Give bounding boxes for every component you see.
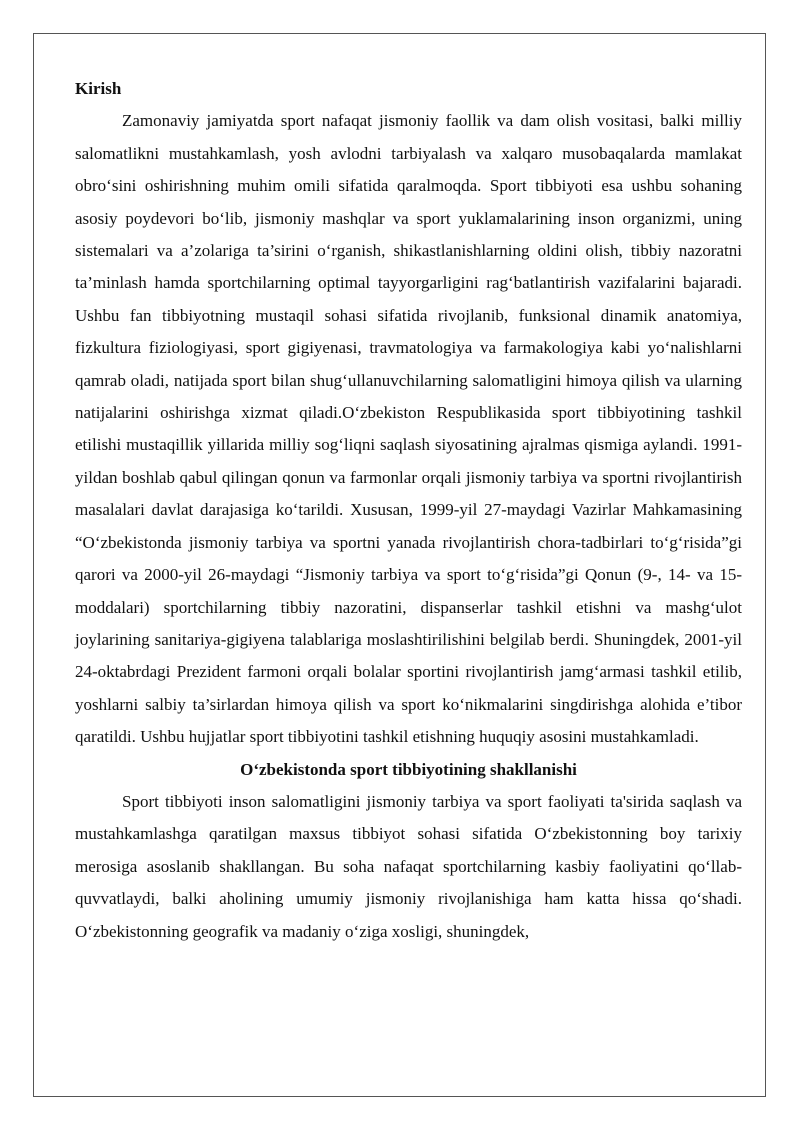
- section-paragraph: Sport tibbiyoti inson salomatligini jismoniy tarbiya va sport faoliyati ta'sirida saqlash va mustahkamlashga qaratilgan maxsus tibbiyot sohasi sifatida O‘zbekistonning boy tarixiy merosiga asoslanib shakllangan. Bu soha nafaqat sportchilarning kasbiy faoliyatini qo‘llab-quvvatlaydi, balki aholining umumiy jismoniy rivojlanishiga ham katta hissa qo‘shadi. O‘zbekistonning geografik va madaniy o‘ziga xosligi, shuningdek,: [75, 791, 742, 941]
- section-heading: O‘zbekistonda sport tibbiyotining shakllanishi: [240, 759, 577, 779]
- document-body: [75, 73, 742, 948]
- intro-heading: Kirish: [75, 79, 122, 98]
- intro-paragraph: Zamonaviy jamiyatda sport nafaqat jismoniy faollik va dam olish vositasi, balki milliy salomatlikni mustahkamlash, yosh avlodni tarbiyalash va xalqaro musobaqalarda mamlakat obro‘sini oshirishning muhim omili sifatida qaralmoqda. Sport tibbiyoti esa ushbu sohaning asosiy poydevori bo‘lib, jismoniy mashqlar va sport yuklamalarining inson organizmi, uning sistemalari va a’zolariga ta’sirini o‘rganish, shikastlanishlarning oldini olish, tibbiy nazoratni ta’minlash hamda sportchilarning optimal tayyorgarligini rag‘batlantirish vazifalarini bajaradi. Ushbu fan tibbiyotning mustaqil sohasi sifatida rivojlanib, funksional dinamik anatomiya, fizkultura fiziologiyasi, sport gigiyenasi, travmatologiya va farmakologiya kabi yo‘nalishlarni qamrab oladi, natijada sport bilan shug‘ullanuvchilarning salomatligini himoya qilish va ularning natijalarini oshirishga xizmat qiladi.O‘zbekiston Respublikasida sport tibbiyotining tashkil etilishi mustaqillik yillarida milliy sog‘liqni saqlash siyosatining ajralmas qismiga aylandi. 1991-yildan boshlab qabul qilingan qonun va farmonlar orqali jismoniy tarbiya va sportni rivojlantirish masalalari davlat darajasiga ko‘tarildi. Xususan, 1999-yil 27-maydagi Vazirlar Mahkamasining “O‘zbekistonda jismoniy tarbiya va sportni yanada rivojlantirish chora-tadbirlari to‘g‘risida”gi qarori va 2000-yil 26-maydagi “Jismoniy tarbiya va sport to‘g‘risida”gi Qonun (9-, 14- va 15-moddalari) sportchilarning tibbiy nazoratini, dispanserlar tashkil etishni va mashg‘ulot joylarining sanitariya-gigiyena talablariga moslashtirilishini belgilab berdi. Shuningdek, 2001-yil 24-oktabrdagi Prezident farmoni orqali bolalar sportini rivojlantirish jamg‘armasi tashkil etilib, yoshlarni salbiy ta’sirlardan himoya qilish va sport ko‘nikmalarini singdirishga alohida e’tibor qaratildi. Ushbu hujjatlar sport tibbiyotini tashkil etishning huquqiy asosini mustahkamladi.: [75, 111, 742, 747]
